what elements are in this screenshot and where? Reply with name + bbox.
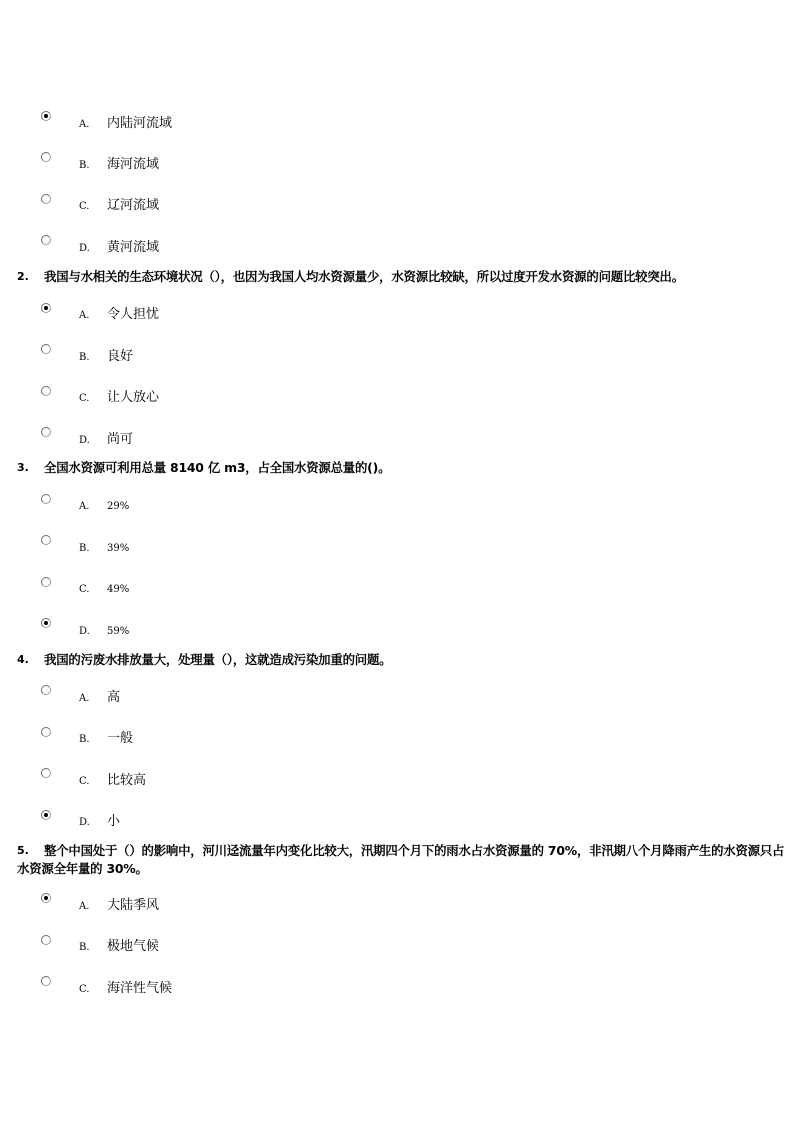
radio-q4-d[interactable] [41,810,51,820]
option-text: 黄河流域 [107,240,160,255]
option-text: 小 [107,814,121,829]
question-number: 2. [17,270,29,283]
question-text: 我国与水相关的生态环境状况（），也因为我国人均水资源量少，水资源比较缺，所以过度开发水资源的问题比较突出。 [44,269,684,284]
question-text: 我国的污废水排放量大，处理量（），这就造成污染加重的问题。 [44,652,392,667]
option-letter: C. [79,776,90,787]
radio-q1-c[interactable] [41,194,51,204]
radio-q3-a[interactable] [41,494,51,504]
option-text: 令人担忧 [107,307,160,322]
option-letter: B. [79,543,90,554]
option-letter: C. [79,984,90,995]
option-letter: D. [79,626,90,637]
radio-q2-b[interactable] [41,344,51,354]
option-text: 49% [107,584,130,595]
option-letter: D. [79,817,90,828]
option-letter: C. [79,584,90,595]
radio-q4-a[interactable] [41,685,51,695]
option-text: 59% [107,626,130,637]
option-text: 大陆季风 [107,898,160,913]
option-text: 比较高 [107,773,147,788]
radio-q1-b[interactable] [41,152,51,162]
option-letter: A. [79,310,90,321]
option-letter: B. [79,160,90,171]
option-text: 良好 [107,349,134,364]
option-letter: D. [79,435,90,446]
option-letter: B. [79,942,90,953]
option-text: 海洋性气候 [107,981,173,996]
radio-q1-d[interactable] [41,235,51,245]
radio-q4-c[interactable] [41,768,51,778]
option-letter: A. [79,901,90,912]
radio-q3-d[interactable] [41,618,51,628]
question-number: 4. [17,653,29,666]
option-letter: C. [79,393,90,404]
radio-q5-c[interactable] [41,976,51,986]
option-text: 让人放心 [107,390,160,405]
option-letter: B. [79,734,90,745]
radio-q1-a[interactable] [41,111,51,121]
option-text: 39% [107,543,130,554]
option-text: 海河流域 [107,157,160,172]
option-letter: D. [79,243,90,254]
radio-q4-b[interactable] [41,727,51,737]
option-text: 尚可 [107,432,134,447]
radio-q2-c[interactable] [41,386,51,396]
option-letter: A. [79,693,90,704]
question-number: 5. [17,844,29,857]
question-text: 全国水资源可利用总量 8140 亿 m3，占全国水资源总量的()。 [44,460,391,475]
radio-q2-d[interactable] [41,427,51,437]
radio-q3-b[interactable] [41,535,51,545]
question-text: 整个中国处于（）的影响中，河川迳流量年内变化比较大，汛期四个月下的雨水占水资源量的 70%，非汛期八个月降雨产生的水资源只占水资源全年量的 30%。 [17,843,785,876]
radio-q5-a[interactable] [41,893,51,903]
option-text: 高 [107,690,121,705]
option-text: 一般 [107,731,134,746]
option-text: 极地气候 [107,939,160,954]
radio-q5-b[interactable] [41,935,51,945]
option-letter: A. [79,501,90,512]
option-letter: A. [79,119,90,130]
radio-q2-a[interactable] [41,303,51,313]
question-number: 3. [17,461,29,474]
option-text: 内陆河流域 [107,116,173,131]
radio-q3-c[interactable] [41,577,51,587]
option-text: 29% [107,501,130,512]
option-text: 辽河流域 [107,198,160,213]
option-letter: C. [79,201,90,212]
option-letter: B. [79,352,90,363]
